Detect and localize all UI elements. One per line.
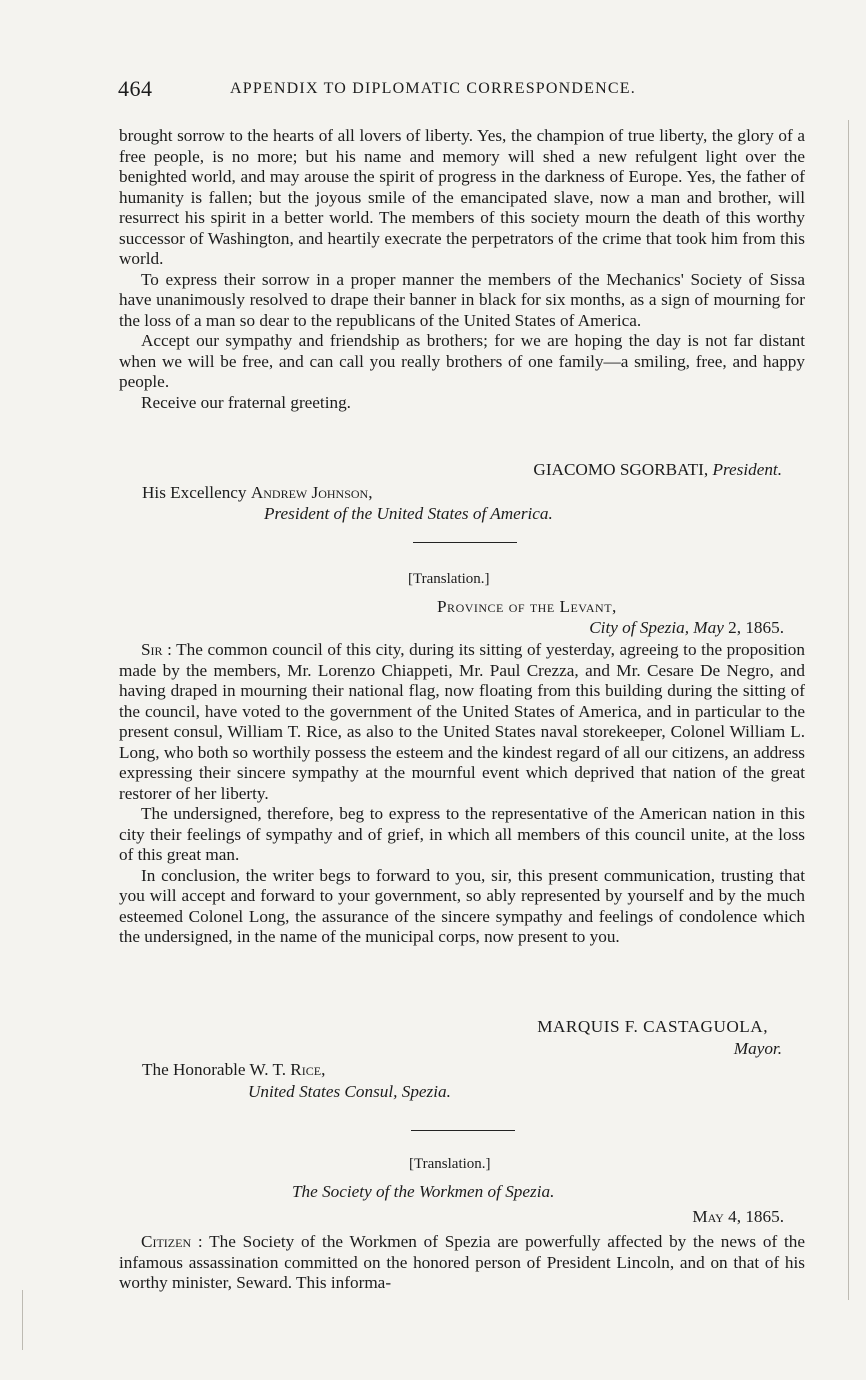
letter3-paragraph-text: The Society of the Workmen of Spezia are powerfully affected by the news of the infamous assassination committed on the honored person of President Lincoln, and on that of his worthy minister, Seward. This informa- (119, 1232, 805, 1292)
letter2-paragraph: The undersigned, therefore, beg to express to the representative of the American nation in this city their feelings of sympathy and of grief, in which all members of this council unite, at the loss of this great man. (119, 804, 805, 864)
letter3-paragraph (119, 1232, 805, 1294)
letter2-paragraph-text: The common council of this city, during its sitting of yesterday, agreeing to the proposition made by the members, Mr. Lorenzo Chiappeti, Mr. Paul Crezza, and Mr. Cesare De Negro, and having draped in mourning their national flag, now floating from this building during the sitting of the council, have voted to the government of the United States of America, and in particular to the present consul, William T. Rice, as also to the United States naval storekeeper, Colonel William L. Long, who both so worthily possess the esteem and the kindest regard of all our citizens, an address expressing their sincere sympathy at the mournful event which deprived that nation of the great restorer of her liberty. (119, 640, 805, 803)
letter1-addressee-title: President of the United States of America. (264, 504, 553, 523)
addressee-prefix: His Excellency (142, 483, 247, 502)
section-divider (413, 542, 517, 543)
date-first-letter: M (692, 1207, 708, 1226)
page-edge-mark (22, 1290, 23, 1350)
letter3-heading: The Society of the Workmen of Spezia. (292, 1182, 555, 1201)
date-tail: 4, 1865. (728, 1207, 784, 1226)
addressee-prefix: The Honorable W. T. (142, 1060, 286, 1079)
letter3-body (119, 1232, 805, 1294)
running-head: APPENDIX TO DIPLOMATIC CORRESPONDENCE. (230, 80, 636, 97)
letter1-signature (533, 459, 782, 480)
letter2-addressee (142, 1059, 325, 1080)
signer-name: GIACOMO SGORBATI, (533, 460, 709, 479)
letter1-paragraph: brought sorrow to the hearts of all lovers of liberty. Yes, the champion of true liberty, the glory of a free people, is no more; but his name and memory will shed a new refulgent light over the benighted world, and may arouse the spirit of progress in the darkness of Europe. Yes, the father of humanity is fallen; but the joyous smile of the emancipated slave, now a man and brother, will resurrect his spirit in a better world. The members of this society mourn the death of this worthy successor of Washington, and heartily execrate the perpetrators of the crime that took him from this world. (119, 126, 805, 268)
salutation: Sir : (141, 640, 172, 659)
letter1-paragraph: To express their sorrow in a proper manner the members of the Mechanics' Society of Sissa have unanimously resolved to drape their banner in black for six months, as a sign of mourning for the loss of a man so dear to the republicans of the United States of America. (119, 269, 805, 330)
place-date-plain: 2, 1865. (728, 618, 784, 637)
letter2-signer-title: Mayor. (733, 1039, 782, 1058)
date-rest: ay (707, 1207, 724, 1226)
letter1-paragraph: Accept our sympathy and friendship as brothers; for we are hoping the day is not far distant when we will be free, and can call you really brothers of one family—a smiling, free, and happy people. (119, 331, 805, 391)
page-number: 464 (118, 76, 153, 101)
page-header (118, 76, 804, 106)
translation-note: [Translation.] (409, 1156, 491, 1172)
letter1-addressee (142, 482, 373, 503)
translation-note: [Translation.] (408, 571, 490, 587)
signer-title: President. (712, 460, 782, 479)
letter2-paragraph (119, 640, 805, 804)
letter3-date (692, 1206, 784, 1227)
letter2-heading: Province of the Levant, (437, 597, 617, 616)
section-divider (411, 1130, 515, 1131)
addressee-name: Andrew Johnson, (250, 483, 373, 502)
place-date-italic: City of Spezia, May (589, 618, 724, 637)
letter2-addressee-title: United States Consul, Spezia. (248, 1082, 451, 1101)
letter1-body (119, 126, 805, 413)
letter2-signer-name: MARQUIS F. CASTAGUOLA, (537, 1017, 768, 1036)
addressee-name: Rice, (290, 1060, 326, 1079)
page-edge-mark (848, 120, 849, 1300)
letter2-place-date (589, 617, 784, 638)
salutation: Citizen : (141, 1232, 203, 1251)
letter2-paragraph: In conclusion, the writer begs to forward to you, sir, this present communication, trusting that you will accept and forward to your government, so ably represented by yourself and by the much esteemed Colonel Long, the assurance of the sincere sympathy and feelings of condolence which the undersigned, in the name of the municipal corps, now present to you. (119, 865, 805, 946)
letter1-closing: Receive our fraternal greeting. (141, 392, 351, 412)
letter2-body (119, 640, 805, 948)
